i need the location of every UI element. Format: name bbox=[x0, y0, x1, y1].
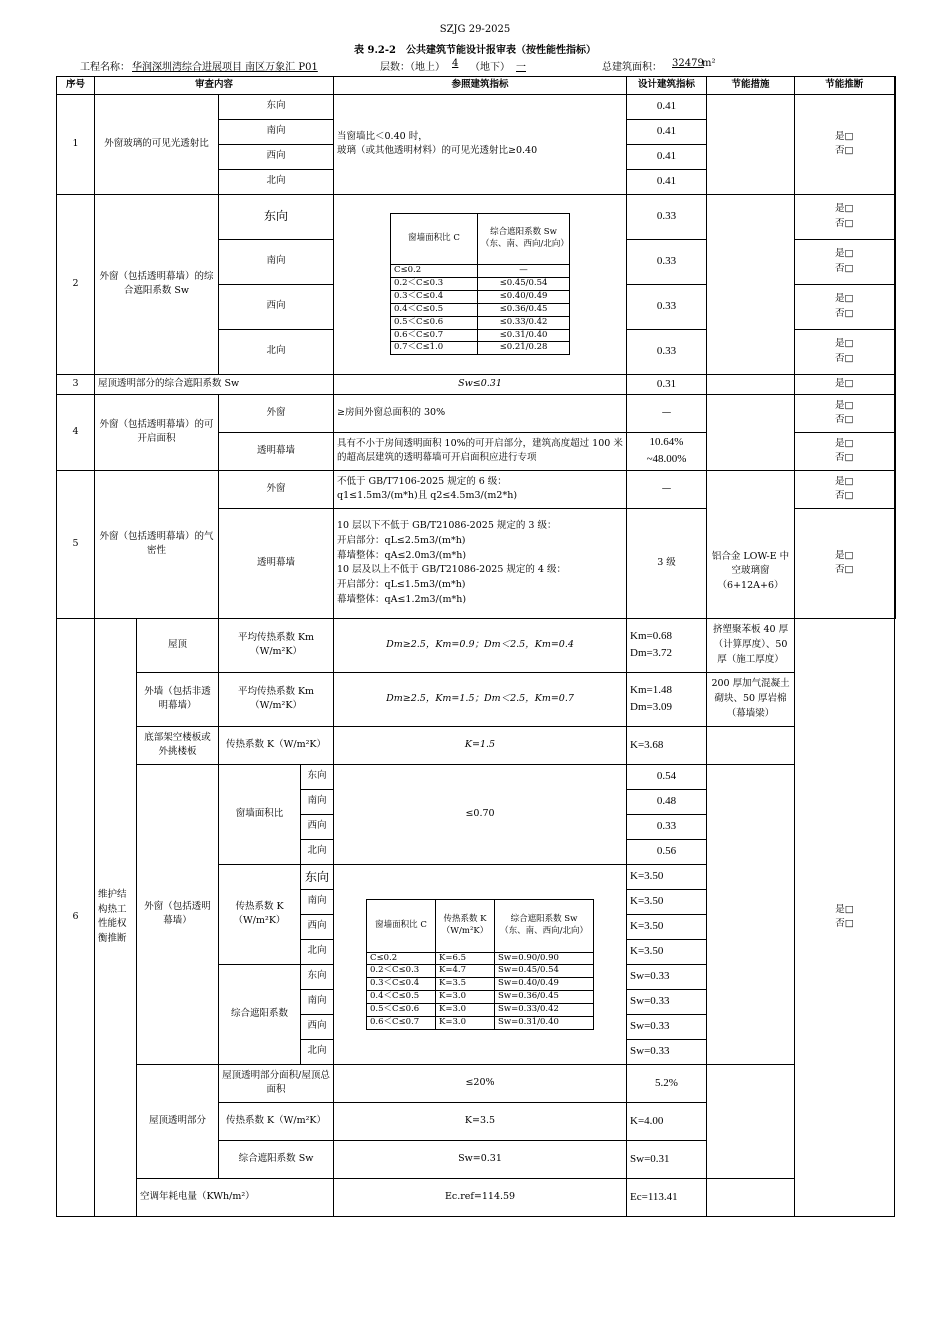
check-yes[interactable]: 是□ bbox=[835, 437, 854, 449]
judge-cell bbox=[795, 470, 895, 508]
col-design: 设计建筑指标 bbox=[627, 77, 707, 95]
design-value: 0.48 bbox=[627, 789, 707, 814]
check-no[interactable]: 否□ bbox=[835, 414, 854, 426]
design-value: 0.41 bbox=[627, 94, 707, 119]
judge-cell[interactable]: 是□ bbox=[795, 374, 895, 394]
dir-label: 西向 bbox=[301, 914, 334, 939]
dir-label: 东向 bbox=[301, 764, 334, 789]
design-value: Km=1.48 Dm=3.09 bbox=[627, 672, 707, 726]
sub-label: 屋顶透明部分 bbox=[137, 1064, 219, 1178]
col-item: 审查内容 bbox=[95, 77, 334, 95]
sub-label: 外墙（包括非透明幕墙） bbox=[137, 672, 219, 726]
col-no: 序号 bbox=[57, 77, 95, 95]
dir-label: 北向 bbox=[301, 839, 334, 864]
check-yes[interactable]: 是□ bbox=[835, 475, 854, 487]
judge-cell bbox=[795, 94, 895, 194]
measure-cell bbox=[707, 1064, 795, 1178]
item-label: 外窗（包括透明幕墙）的可开启面积 bbox=[95, 394, 219, 470]
inner-row: C≤0.2 — bbox=[391, 265, 570, 278]
judge-cell bbox=[795, 432, 895, 470]
ref-text: ≤0.70 bbox=[334, 764, 627, 864]
dir-label: 西向 bbox=[301, 814, 334, 839]
dir-label: 西向 bbox=[219, 144, 334, 169]
row-no: 1 bbox=[57, 94, 95, 194]
row-no: 5 bbox=[57, 470, 95, 618]
design-value: 0.33 bbox=[627, 814, 707, 839]
design-value: Sw=0.33 bbox=[627, 1039, 707, 1064]
design-value: 0.33 bbox=[627, 239, 707, 284]
dir-label: 南向 bbox=[219, 119, 334, 144]
standard-code: SZJG 29-2025 bbox=[439, 24, 511, 35]
dir-label: 北向 bbox=[219, 329, 334, 374]
floors-label: 层数：（地上） bbox=[380, 62, 445, 73]
ref-text: ≥房间外窗总面积的 30% bbox=[334, 394, 627, 432]
col-judge: 节能推断 bbox=[795, 77, 895, 95]
design-value: 5.2% bbox=[627, 1064, 707, 1102]
k-sw-reference-table bbox=[334, 864, 627, 1064]
param-label: 传热系数 K（W/m²K） bbox=[219, 726, 334, 764]
item-label: 屋顶透明部分的综合遮阳系数 Sw bbox=[95, 374, 334, 394]
design-value: 10.64% ~48.00% bbox=[627, 432, 707, 470]
project-name-value: 华润深圳湾综合进展项目 南区万象汇 P01 bbox=[132, 62, 318, 73]
measure-cell bbox=[707, 726, 795, 764]
dir-label: 南向 bbox=[301, 789, 334, 814]
inner-row: 0.2＜C≤0.3 K=4.7 Sw=0.45/0.54 bbox=[367, 965, 594, 978]
judge-cell bbox=[795, 618, 895, 1216]
check-no[interactable]: 否□ bbox=[835, 145, 854, 157]
ref-text: Ec.ref=114.59 bbox=[334, 1178, 627, 1216]
dir-label: 东向 bbox=[219, 194, 334, 239]
ref-text: Sw≤0.31 bbox=[334, 374, 627, 394]
design-value: 0.33 bbox=[627, 284, 707, 329]
check-no[interactable]: 否□ bbox=[835, 564, 854, 576]
design-value: 0.54 bbox=[627, 764, 707, 789]
inner-row: 0.2＜C≤0.3 ≤0.45/0.54 bbox=[391, 277, 570, 290]
floors-below: 一 bbox=[516, 62, 526, 73]
table-title: 表 9.2-2 公共建筑节能设计报审表（按性能性指标） bbox=[354, 45, 596, 56]
inner-row: 0.6＜C≤0.7 K=3.0 Sw=0.31/0.40 bbox=[367, 1017, 594, 1030]
judge-cell bbox=[795, 284, 895, 329]
sub-label: 外窗（包括透明幕墙） bbox=[137, 764, 219, 1064]
inner-row: 0.4＜C≤0.5 ≤0.36/0.45 bbox=[391, 303, 570, 316]
design-value: 0.33 bbox=[627, 329, 707, 374]
ref-text: ≤20% bbox=[334, 1064, 627, 1102]
row-no: 3 bbox=[57, 374, 95, 394]
param-label: 空调年耗电量（KWh/m²） bbox=[137, 1178, 334, 1216]
design-value: — bbox=[627, 470, 707, 508]
dir-label: 北向 bbox=[301, 939, 334, 964]
sub-label: 屋顶 bbox=[137, 618, 219, 672]
design-value: K=3.50 bbox=[627, 939, 707, 964]
review-table bbox=[56, 76, 896, 1217]
inner-row: 0.6＜C≤0.7 ≤0.31/0.40 bbox=[391, 329, 570, 342]
dir-label: 南向 bbox=[301, 889, 334, 914]
inner-row: 0.5＜C≤0.6 ≤0.33/0.42 bbox=[391, 316, 570, 329]
judge-cell bbox=[795, 394, 895, 432]
measure-cell bbox=[707, 374, 795, 394]
sub-label: 外窗 bbox=[219, 394, 334, 432]
table-row bbox=[57, 194, 895, 239]
sub-label: 透明幕墙 bbox=[219, 508, 334, 618]
dir-label: 东向 bbox=[301, 964, 334, 989]
table-row bbox=[57, 394, 895, 432]
ref-text: Dm≥2.5，Km=1.5；Dm＜2.5，Km=0.7 bbox=[334, 672, 627, 726]
check-no[interactable]: 否□ bbox=[835, 262, 854, 274]
judge-cell bbox=[795, 329, 895, 374]
design-value: 0.56 bbox=[627, 839, 707, 864]
inner-header: 传热系数 K（W/m²K） bbox=[436, 899, 495, 952]
design-value: K=3.68 bbox=[627, 726, 707, 764]
param-label: 平均传热系数 Km（W/m²K） bbox=[219, 672, 334, 726]
check-yes[interactable]: 是□ bbox=[835, 338, 854, 349]
design-value: Sw=0.31 bbox=[627, 1140, 707, 1178]
measure-cell: 铝合金 LOW-E 中空玻璃窗（6+12A+6） bbox=[707, 470, 795, 618]
check-no[interactable]: 否□ bbox=[835, 352, 854, 364]
measure-cell bbox=[707, 94, 795, 194]
ref-text: Dm≥2.5，Km=0.9；Dm＜2.5，Km=0.4 bbox=[334, 618, 627, 672]
measure-cell bbox=[707, 394, 795, 470]
inner-row: 0.5＜C≤0.6 K=3.0 Sw=0.33/0.42 bbox=[367, 1004, 594, 1017]
header-row bbox=[57, 77, 895, 95]
check-yes[interactable]: 是□ bbox=[835, 248, 854, 259]
ref-text: K=3.5 bbox=[334, 1102, 627, 1140]
design-value: 0.41 bbox=[627, 169, 707, 194]
design-value: K=4.00 bbox=[627, 1102, 707, 1140]
dir-label: 北向 bbox=[219, 169, 334, 194]
design-value: Sw=0.33 bbox=[627, 964, 707, 989]
inner-row: 0.4＜C≤0.5 K=3.0 Sw=0.36/0.45 bbox=[367, 991, 594, 1004]
ref-text: 当窗墙比＜0.40 时， 玻璃（或其他透明材料）的可见光透射比≥0.40 bbox=[334, 94, 627, 194]
param-label: 传热系数 K（W/m²K） bbox=[219, 1102, 334, 1140]
check-yes[interactable]: 是□ bbox=[835, 130, 854, 142]
design-value: 3 级 bbox=[627, 508, 707, 618]
inner-header: 综合遮阳系数 Sw（东、南、西向/北向） bbox=[478, 214, 570, 265]
ref-text: K=1.5 bbox=[334, 726, 627, 764]
sub-label: 外窗 bbox=[219, 470, 334, 508]
project-name-label: 工程名称： bbox=[80, 62, 130, 73]
dir-label: 东向 bbox=[301, 864, 334, 889]
inner-row: 0.3＜C≤0.4 ≤0.40/0.49 bbox=[391, 290, 570, 303]
ref-text: 具有不小于房间透明面积 10%的可开启部分，建筑高度超过 100 米的超高层建筑的透明幕墙可开启面积应进行专项 bbox=[334, 432, 627, 470]
check-yes[interactable]: 是□ bbox=[835, 549, 854, 561]
measure-cell bbox=[707, 1178, 795, 1216]
ref-text: 10 层以下不低于 GB/T21086-2025 规定的 3 级： 开启部分：qL≤2.5m3/(m*h) 幕墙整体：qA≤2.0m3/(m*h) 10 层及以上不低于 GB/T21086-2025 规定的 4 级： 开启部分：qL≤1.5m3/(m*h) 幕墙整体：qA≤1.2m3/(m*h) bbox=[334, 508, 627, 618]
param-label: 综合遮阳系数 Sw bbox=[219, 1140, 334, 1178]
table-row bbox=[57, 470, 895, 508]
sub-label: 底部架空楼板或外挑楼板 bbox=[137, 726, 219, 764]
area-unit: m² bbox=[702, 58, 716, 69]
measure-cell bbox=[707, 194, 795, 374]
row-no: 4 bbox=[57, 394, 95, 470]
param-label: 传热系数 K（W/m²K） bbox=[219, 864, 301, 964]
param-label: 综合遮阳系数 bbox=[219, 964, 301, 1064]
check-no[interactable]: 否□ bbox=[835, 307, 854, 319]
row-no: 6 bbox=[57, 618, 95, 1216]
dir-label: 西向 bbox=[301, 1014, 334, 1039]
design-value: 0.31 bbox=[627, 374, 707, 394]
inner-header: 窗墙面积比 C bbox=[367, 899, 436, 952]
inner-header: 窗墙面积比 C bbox=[391, 214, 478, 265]
check-no[interactable]: 否□ bbox=[835, 490, 854, 502]
item-label: 外窗（包括透明幕墙）的综合遮阳系数 Sw bbox=[95, 194, 219, 374]
design-value: Sw=0.33 bbox=[627, 989, 707, 1014]
judge-cell bbox=[795, 508, 895, 618]
table-row bbox=[57, 618, 895, 672]
table-row bbox=[57, 94, 895, 119]
area-value: 32479 bbox=[672, 58, 704, 69]
check-yes[interactable]: 是□ bbox=[835, 903, 854, 915]
col-measure: 节能措施 bbox=[707, 77, 795, 95]
item-label: 外窗（包括透明幕墙）的气密性 bbox=[95, 470, 219, 618]
dir-label: 北向 bbox=[301, 1039, 334, 1064]
design-value: 0.41 bbox=[627, 144, 707, 169]
design-value: K=3.50 bbox=[627, 914, 707, 939]
design-value: K=3.50 bbox=[627, 889, 707, 914]
inner-row: C≤0.2 K=6.5 Sw=0.90/0.90 bbox=[367, 952, 594, 965]
param-label: 屋顶透明部分面积/屋顶总面积 bbox=[219, 1064, 334, 1102]
design-value: 0.41 bbox=[627, 119, 707, 144]
ref-text: 不低于 GB/T7106-2025 规定的 6 级： q1≤1.5m3/(m*h)且 q2≤4.5m3/(m2*h) bbox=[334, 470, 627, 508]
design-value: 0.33 bbox=[627, 194, 707, 239]
check-no[interactable]: 否□ bbox=[835, 452, 854, 464]
col-ref: 参照建筑指标 bbox=[334, 77, 627, 95]
floors-above: 4 bbox=[452, 58, 459, 69]
dir-label: 南向 bbox=[219, 239, 334, 284]
measure-cell: 挤塑聚苯板 40 厚（计算厚度）、50 厚（施工厚度） bbox=[707, 618, 795, 672]
check-no[interactable]: 否□ bbox=[835, 918, 854, 930]
dir-label: 东向 bbox=[219, 94, 334, 119]
area-label: 总建筑面积： bbox=[602, 62, 662, 73]
floors-below-label: （地下） bbox=[470, 62, 510, 73]
dir-label: 西向 bbox=[219, 284, 334, 329]
param-label: 窗墙面积比 bbox=[219, 764, 301, 864]
judge-cell bbox=[795, 194, 895, 239]
item-label: 外窗玻璃的可见光透射比 bbox=[95, 94, 219, 194]
row-no: 2 bbox=[57, 194, 95, 374]
table-row bbox=[57, 374, 895, 394]
design-value: Ec=113.41 bbox=[627, 1178, 707, 1216]
check-yes[interactable]: 是□ bbox=[835, 293, 854, 304]
check-yes[interactable]: 是□ bbox=[835, 399, 854, 411]
param-label: 平均传热系数 Km（W/m²K） bbox=[219, 618, 334, 672]
design-value: Sw=0.33 bbox=[627, 1014, 707, 1039]
dir-label: 南向 bbox=[301, 989, 334, 1014]
check-yes[interactable]: 是□ bbox=[835, 203, 854, 214]
ref-text: Sw=0.31 bbox=[334, 1140, 627, 1178]
inner-row: 0.7＜C≤1.0 ≤0.21/0.28 bbox=[391, 342, 570, 355]
inner-row: 0.3＜C≤0.4 K=3.5 Sw=0.40/0.49 bbox=[367, 978, 594, 991]
measure-cell: 200 厚加气混凝土砌块、50 厚岩棉（幕墙梁） bbox=[707, 672, 795, 726]
judge-cell bbox=[795, 239, 895, 284]
measure-cell bbox=[707, 764, 795, 1064]
sw-reference-table bbox=[334, 194, 627, 374]
design-value: — bbox=[627, 394, 707, 432]
design-value: K=3.50 bbox=[627, 864, 707, 889]
sub-label: 透明幕墙 bbox=[219, 432, 334, 470]
inner-header: 综合遮阳系数 Sw（东、南、西向/北向） bbox=[495, 899, 594, 952]
check-no[interactable]: 否□ bbox=[835, 217, 854, 229]
design-value: Km=0.68 Dm=3.72 bbox=[627, 618, 707, 672]
group-label: 维护结构热工性能权衡推断 bbox=[95, 618, 137, 1216]
